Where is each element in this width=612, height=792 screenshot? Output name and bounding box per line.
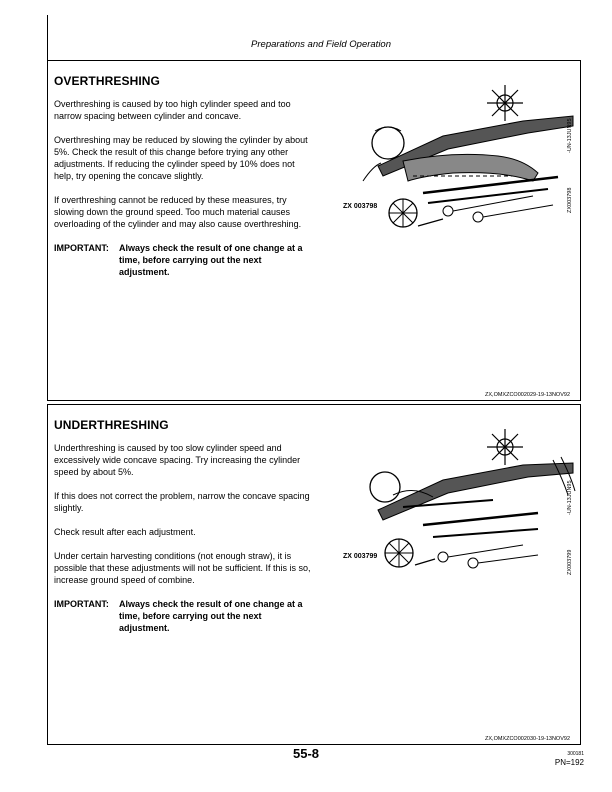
section-body <box>54 442 314 634</box>
underthreshing-diagram <box>323 425 578 595</box>
overthreshing-diagram <box>323 81 578 251</box>
important-text: Always check the result of one change at a time, before carrying out the next adjustment. <box>119 599 303 633</box>
figure-side-date: -UN-13JUN95 <box>567 480 573 515</box>
section-underthreshing <box>47 404 581 745</box>
footer-code: ZX,OMXZCO002030-19-13NOV92 <box>485 736 570 742</box>
figure-side-code: ZX003799 <box>567 549 573 575</box>
section-title: OVERTHRESHING <box>54 74 160 88</box>
footer-code: ZX,OMXZCO002029-19-13NOV92 <box>485 392 570 398</box>
figure-label: ZX 003798 <box>343 203 378 210</box>
important-text: Always check the result of one change at a time, before carrying out the next adjustment. <box>119 243 303 277</box>
combine-threshing-illustration <box>323 425 578 595</box>
figure-side-code: ZX003798 <box>567 187 573 213</box>
paragraph: If overthreshing cannot be reduced by these measures, try slowing down the ground speed. Too much material causes overloading of the cylinder and may also cause overthreshing. <box>54 195 302 229</box>
page-number: 55-8 <box>292 746 320 761</box>
paragraph: Underthreshing is caused by too slow cylinder speed and excessively wide concave spacing. Try increasing the cylinder speed by about 5%. <box>54 443 301 477</box>
section-body <box>54 98 314 278</box>
section-overthreshing <box>47 60 581 401</box>
running-header: Preparations and Field Operation <box>251 39 391 50</box>
paragraph: If this does not correct the problem, narrow the concave spacing slightly. <box>54 491 310 513</box>
important-label: IMPORTANT: <box>54 243 109 253</box>
cylinder-icon <box>372 127 404 159</box>
paragraph: Overthreshing may be reduced by slowing the cylinder by about 5%. Check the result of this change before trying any other adjustments. If reducing the cylinder speed by 10% does not help, try opening the concave slightly. <box>54 135 308 181</box>
material-flow <box>403 154 538 181</box>
important-label: IMPORTANT: <box>54 599 109 609</box>
sieve <box>433 529 538 537</box>
figure-label: ZX 003799 <box>343 553 378 560</box>
section-title: UNDERTHRESHING <box>54 418 169 432</box>
beater-icon <box>487 85 523 121</box>
pn-number: PN=192 <box>554 758 584 767</box>
straw-walker <box>378 463 573 520</box>
page-small-code: 300181 <box>567 751 584 757</box>
beater-icon <box>487 429 523 465</box>
paragraph: Overthreshing is caused by too high cylinder speed and too narrow spacing between cylinder and concave. <box>54 99 291 121</box>
cylinder-icon <box>370 472 400 502</box>
paragraph: Under certain harvesting conditions (not enough straw), it is possible that these adjustments will not be sufficient. If this is so, increase ground speed of combine. <box>54 551 311 585</box>
paragraph: Check result after each adjustment. <box>54 527 196 537</box>
important-note <box>54 242 314 278</box>
combine-threshing-illustration <box>323 81 578 251</box>
sieve <box>423 513 538 525</box>
important-note <box>54 598 314 634</box>
figure-side-date: -UN-13JUN95 <box>567 118 573 153</box>
